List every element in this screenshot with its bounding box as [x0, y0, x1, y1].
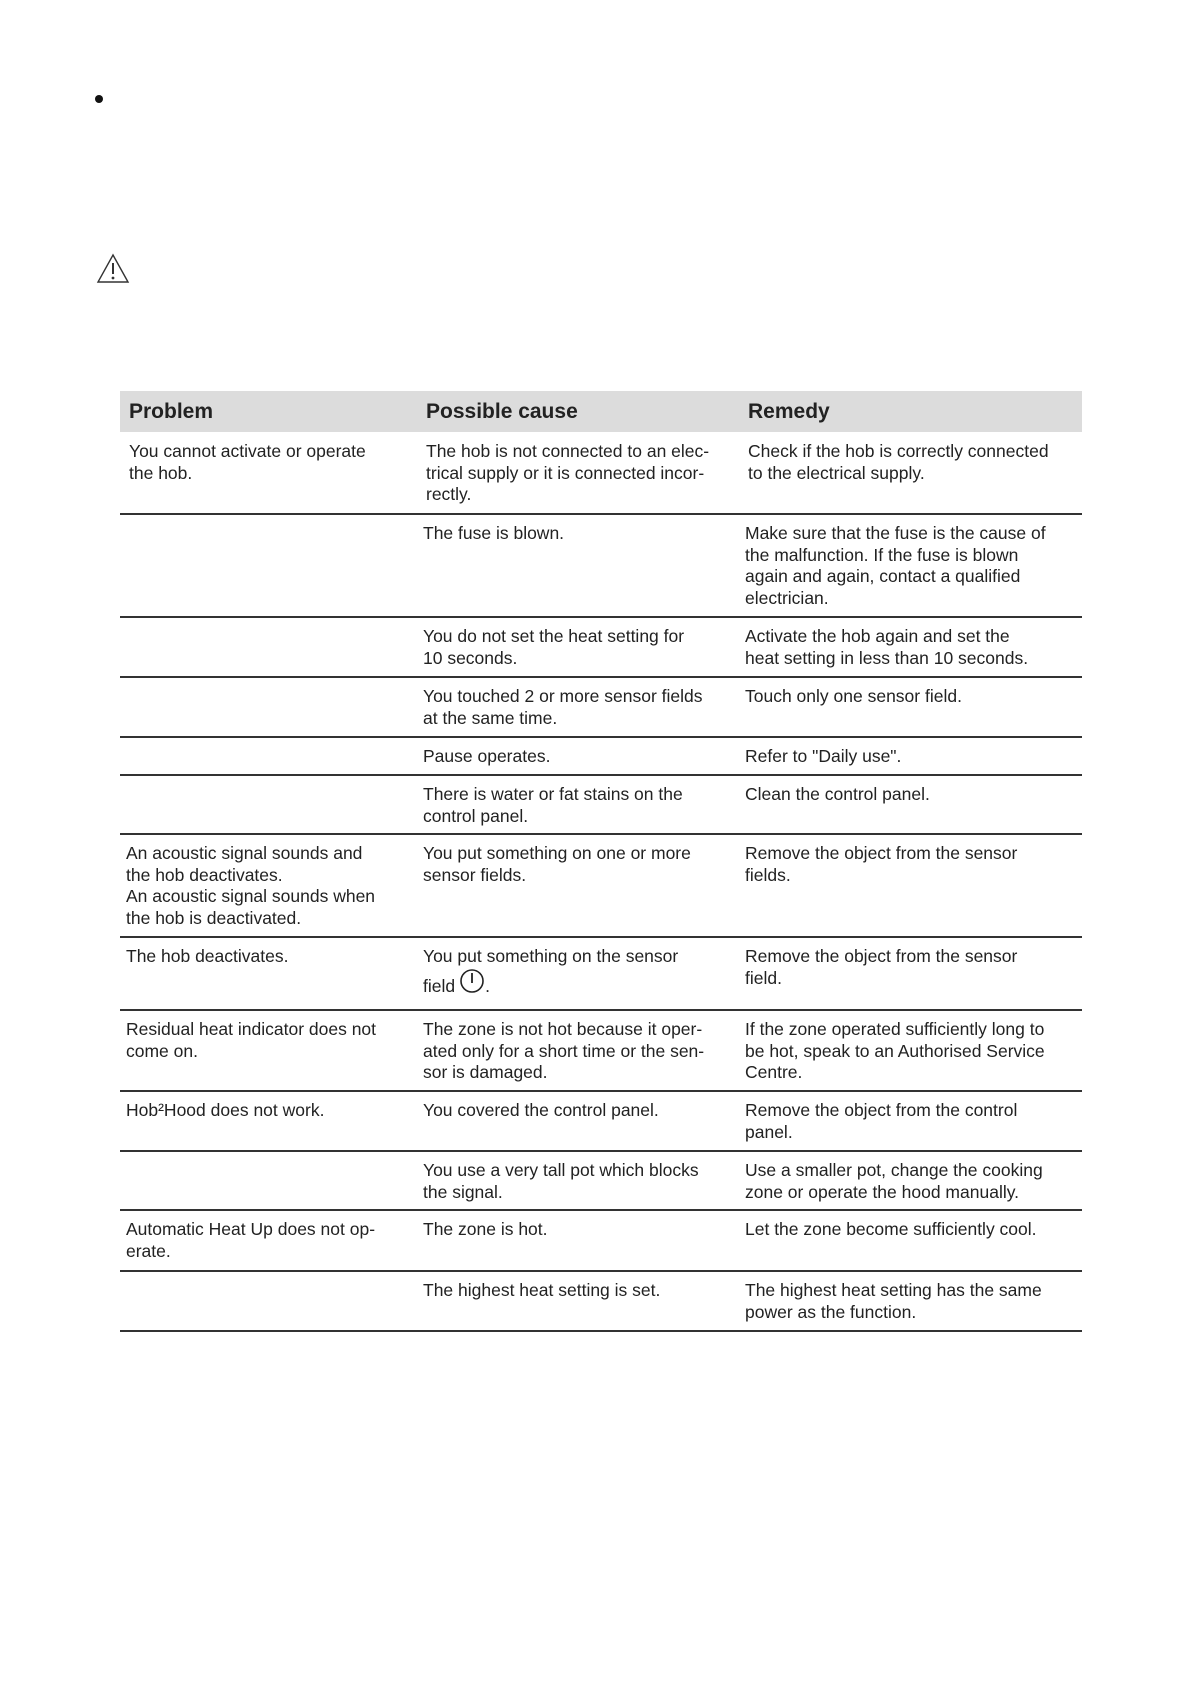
cell-cause [417, 515, 739, 616]
cell-problem [120, 1272, 417, 1330]
cell-remedy [739, 1211, 1082, 1270]
bullet-point [95, 95, 103, 103]
remedy-text: The highest heat setting has the same power as the function. [745, 1280, 1042, 1322]
cause-line-2 [423, 968, 733, 1001]
cell-problem [120, 515, 417, 616]
cause-suffix: . [485, 975, 490, 996]
on-off-icon [459, 968, 485, 994]
cause-text: You touched 2 or more sensor fields at the same time. [423, 686, 703, 728]
header-possible-cause: Possible cause [426, 399, 578, 423]
table-row [120, 515, 1082, 618]
cell-remedy [739, 1152, 1082, 1209]
table-row [120, 835, 1082, 938]
cell-problem [120, 938, 417, 1009]
cell-remedy [739, 515, 1082, 616]
cause-text: There is water or fat stains on the control panel. [423, 784, 683, 826]
cause-text: You put something on the sensor [423, 946, 679, 966]
cause-text: The zone is not hot because it oper- ated only for a short time or the sen- sor is damaged. [423, 1019, 705, 1082]
cell-problem [120, 738, 417, 774]
cell-cause [417, 678, 739, 736]
cause-text: You covered the control panel. [423, 1100, 659, 1120]
problem-text: You cannot activate or operate the hob. [129, 441, 366, 483]
cause-text: You do not set the heat setting for 10 seconds. [423, 626, 685, 668]
header-problem: Problem [129, 399, 214, 423]
cause-text: Pause operates. [423, 746, 551, 766]
table-row [120, 938, 1082, 1011]
cell-cause [417, 1011, 739, 1090]
table-row [120, 1211, 1082, 1272]
table-row [120, 618, 1082, 678]
remedy-text: If the zone operated sufficiently long to be hot, speak to an Authorised Service Centre. [745, 1019, 1045, 1082]
cell-cause [417, 618, 739, 676]
cause-text: The zone is hot. [423, 1219, 548, 1239]
cause-text: The highest heat setting is set. [423, 1280, 661, 1300]
remedy-text: Activate the hob again and set the heat setting in less than 10 seconds. [745, 626, 1029, 668]
table-row [120, 776, 1082, 835]
remedy-text: Clean the control panel. [745, 784, 930, 804]
remedy-text: Touch only one sensor field. [745, 686, 962, 706]
cell-cause [417, 1211, 739, 1270]
table-row [120, 1011, 1082, 1092]
table-row [120, 738, 1082, 776]
cell-cause [417, 835, 739, 936]
table-header [120, 391, 1082, 432]
cell-problem [120, 776, 417, 833]
cell-problem [120, 835, 417, 936]
table-row [120, 432, 1082, 515]
cell-remedy [739, 738, 1082, 774]
remedy-text: Use a smaller pot, change the cooking zone or operate the hood manually. [745, 1160, 1043, 1202]
cell-remedy [739, 432, 1082, 513]
header-remedy: Remedy [748, 399, 830, 423]
table-row [120, 678, 1082, 738]
cell-cause [417, 1092, 739, 1150]
cell-cause [417, 432, 739, 513]
cell-problem [120, 618, 417, 676]
cell-problem [120, 1211, 417, 1270]
remedy-text: Remove the object from the control panel. [745, 1100, 1018, 1142]
cause-text: You put something on one or more sensor fields. [423, 843, 691, 885]
cell-problem [120, 678, 417, 736]
cell-problem [120, 1092, 417, 1150]
cell-cause [417, 776, 739, 833]
table-row [120, 1092, 1082, 1152]
warning-icon [96, 253, 130, 284]
cell-cause [417, 738, 739, 774]
troubleshooting-table [120, 391, 1082, 1332]
remedy-text: Make sure that the fuse is the cause of the malfunction. If the fuse is blown again and again, contact a qualified electrician. [745, 523, 1046, 608]
problem-text: Hob²Hood does not work. [126, 1100, 325, 1120]
cell-remedy [739, 938, 1082, 1009]
cell-problem [120, 1152, 417, 1209]
cause-line-2-text: field [423, 975, 456, 996]
cell-remedy [739, 835, 1082, 936]
cell-remedy [739, 1092, 1082, 1150]
cause-text: You use a very tall pot which blocks the signal. [423, 1160, 699, 1202]
cell-cause [417, 1152, 739, 1209]
table-row [120, 1272, 1082, 1332]
table-body [120, 432, 1082, 1332]
cell-remedy [739, 618, 1082, 676]
cause-text: The hob is not connected to an elec- trical supply or it is connected incor- rectly. [426, 441, 710, 504]
cell-remedy [739, 678, 1082, 736]
remedy-text: Let the zone become sufficiently cool. [745, 1219, 1037, 1239]
cell-problem [120, 432, 417, 513]
cell-remedy [739, 1011, 1082, 1090]
remedy-text: Refer to "Daily use". [745, 746, 902, 766]
cell-cause [417, 938, 739, 1009]
cell-cause [417, 1272, 739, 1330]
problem-text: The hob deactivates. [126, 946, 289, 966]
cell-remedy [739, 776, 1082, 833]
remedy-text: Remove the object from the sensor field. [745, 946, 1018, 988]
remedy-text: Remove the object from the sensor fields. [745, 843, 1018, 885]
table-row [120, 1152, 1082, 1211]
problem-text: Residual heat indicator does not come on. [126, 1019, 377, 1061]
problem-text: An acoustic signal sounds and the hob deactivates. An acoustic signal sounds when the hob is deactivated. [126, 843, 376, 928]
remedy-text: Check if the hob is correctly connected to the electrical supply. [748, 441, 1049, 483]
cell-remedy [739, 1272, 1082, 1330]
problem-text: Automatic Heat Up does not op- erate. [126, 1219, 376, 1261]
cell-problem [120, 1011, 417, 1090]
cause-text: The fuse is blown. [423, 523, 565, 543]
